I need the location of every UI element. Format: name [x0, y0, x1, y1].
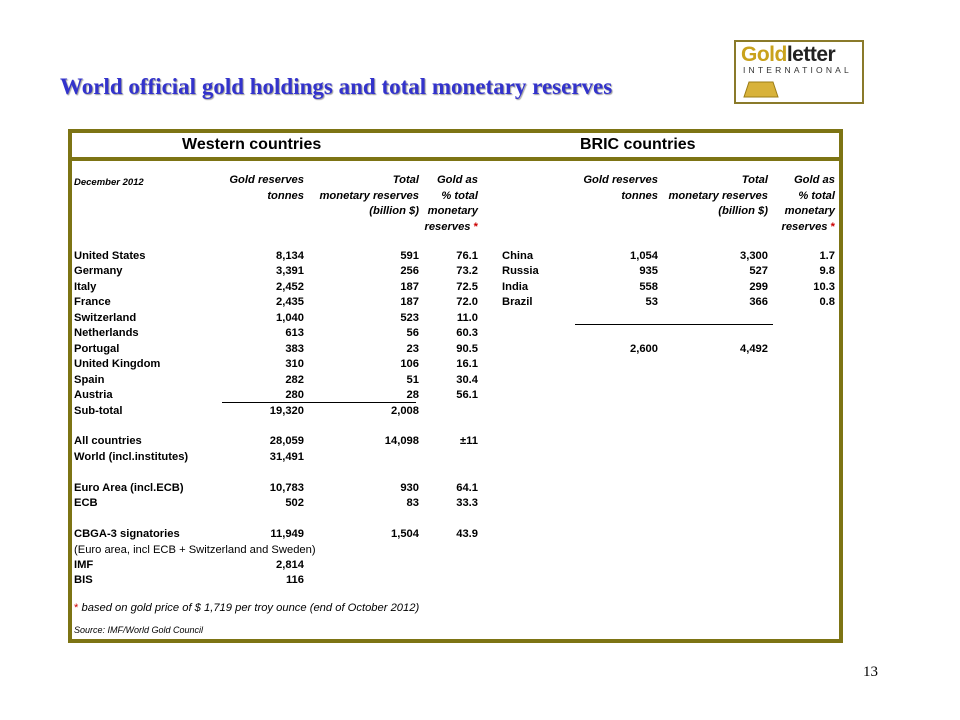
west-col-gold-header-line: tonnes — [267, 189, 304, 202]
west-row-gold: 613 — [285, 327, 304, 340]
west-row-name: All countries — [74, 435, 142, 448]
date-label: December 2012 — [74, 177, 144, 188]
west-row-total: 187 — [400, 296, 419, 309]
west-row-total: 2,008 — [391, 404, 419, 417]
bric-col-total-header-line: Total — [741, 174, 768, 186]
west-row-gold: 19,320 — [269, 404, 304, 417]
bric-row-gold: 935 — [639, 265, 658, 278]
header-rule — [72, 157, 839, 161]
west-row-name: World (incl.institutes) — [74, 450, 189, 463]
west-col-pct-header-line: Gold as — [436, 174, 478, 186]
west-row-gold: 2,452 — [276, 280, 304, 293]
west-row-pct: 43.9 — [456, 528, 478, 541]
west-row-gold: 8,134 — [276, 250, 304, 262]
bric-row-name: China — [502, 250, 534, 262]
western-countries-header: Western countries — [182, 136, 322, 153]
west-row-pct: 60.3 — [456, 327, 478, 340]
west-row-name: (Euro area, incl ECB + Switzerland and Sweden) — [74, 543, 316, 556]
logo-word-gold: Gold — [741, 43, 787, 66]
bric-row-pct: 10.3 — [813, 280, 835, 293]
west-row-gold: 10,783 — [269, 481, 304, 494]
west-col-total-header-line: monetary reserves — [319, 189, 419, 202]
west-row-total: 28 — [406, 389, 419, 402]
west-row-gold: 383 — [285, 342, 304, 355]
bric-col-total-header-line: monetary reserves — [668, 189, 768, 202]
west-row-pct: 73.2 — [456, 265, 478, 278]
west-row-gold: 28,059 — [269, 435, 304, 448]
west-row-name: Switzerland — [74, 311, 137, 324]
logo-word-letter: letter — [786, 43, 836, 66]
bric-col-pct-header-line: % total — [798, 189, 835, 202]
west-row-total: 83 — [406, 497, 419, 510]
west-row-pct: 64.1 — [456, 481, 478, 494]
west-row-gold: 31,491 — [269, 450, 304, 463]
west-row-gold: 310 — [285, 358, 304, 371]
west-col-total-header-line: (billion $) — [369, 205, 419, 217]
west-row-name: United States — [74, 250, 146, 262]
west-row-name: Germany — [74, 265, 123, 278]
west-row-gold: 3,391 — [276, 265, 304, 278]
west-col-total-header-line: Total — [392, 174, 419, 186]
west-row-gold: 282 — [285, 373, 304, 386]
west-row-pct: 11.0 — [456, 311, 478, 324]
west-row-total: 14,098 — [384, 435, 419, 448]
bric-row-pct: 0.8 — [819, 296, 835, 309]
bric-row-total: 299 — [749, 280, 768, 293]
west-row-gold: 11,949 — [270, 528, 304, 541]
asterisk-marker: * — [830, 220, 835, 233]
west-row-name: ECB — [74, 497, 98, 510]
west-row-pct: 76.1 — [456, 250, 478, 262]
bric-row-name: Russia — [502, 265, 539, 278]
subtotal-rule — [222, 402, 416, 403]
west-row-pct: 33.3 — [456, 497, 478, 510]
west-row-name: Netherlands — [74, 327, 139, 340]
bric-row-total: 3,300 — [740, 250, 768, 262]
page-number: 13 — [863, 664, 878, 680]
bric-total-total: 4,492 — [740, 342, 768, 355]
west-row-pct: 16.1 — [456, 358, 478, 371]
west-row-gold: 1,040 — [276, 311, 304, 324]
west-row-total: 56 — [406, 327, 419, 340]
west-col-pct-header-line: reserves * — [424, 220, 478, 233]
west-col-pct-header-line: monetary — [427, 205, 478, 217]
west-row-pct: 72.0 — [456, 296, 478, 309]
bric-col-pct-header-line: Gold as — [793, 174, 835, 186]
west-row-gold: 280 — [285, 389, 304, 402]
bric-col-total-header-line: (billion $) — [718, 205, 768, 217]
footnote — [74, 601, 419, 615]
bric-row-name: India — [502, 280, 529, 293]
bric-col-pct-header-line: reserves * — [781, 220, 835, 233]
west-row-gold: 116 — [285, 574, 304, 587]
west-row-name: United Kingdom — [74, 358, 161, 371]
west-row-total: 23 — [406, 342, 419, 355]
west-row-total: 1,504 — [391, 528, 419, 541]
bric-row-gold: 558 — [639, 280, 658, 293]
west-row-pct: 30.4 — [456, 373, 478, 386]
west-row-gold: 502 — [285, 497, 304, 510]
west-row-gold: 2,435 — [276, 296, 304, 309]
bric-row-name: Brazil — [502, 296, 533, 309]
goldletter-logo — [734, 40, 864, 104]
west-col-pct-header-line: % total — [441, 189, 478, 202]
bric-row-pct: 9.8 — [819, 265, 835, 278]
bric-col-gold-header-line: Gold reserves — [583, 174, 658, 186]
west-row-gold: 2,814 — [276, 559, 304, 571]
west-row-name: Euro Area (incl.ECB) — [74, 481, 184, 494]
west-col-gold-header-line: Gold reserves — [229, 174, 304, 186]
west-row-name: Portugal — [74, 342, 120, 355]
west-row-name: France — [74, 296, 111, 309]
west-row-name: Italy — [74, 280, 97, 293]
gold-bar-icon — [743, 80, 779, 98]
west-row-name: Austria — [74, 389, 113, 402]
west-row-pct: 90.5 — [456, 342, 478, 355]
west-row-total: 187 — [400, 280, 419, 293]
bric-row-total: 366 — [749, 296, 768, 309]
footnote-asterisk: * — [74, 602, 79, 614]
west-row-total: 930 — [400, 481, 419, 494]
bric-row-pct: 1.7 — [819, 250, 835, 262]
footnote-text: based on gold price of $ 1,719 per troy ounce (end of October 2012) — [81, 602, 420, 614]
logo-subtitle: INTERNATIONAL — [743, 65, 852, 75]
logo-wordmark — [741, 43, 835, 67]
bric-countries-header: BRIC countries — [580, 136, 696, 153]
reserves-table — [68, 129, 843, 643]
west-row-name: IMF — [74, 559, 94, 571]
west-row-name: Sub-total — [74, 404, 123, 417]
west-row-total: 256 — [400, 265, 419, 278]
west-row-name: Spain — [74, 373, 105, 386]
asterisk-marker: * — [473, 220, 478, 233]
bric-row-total: 527 — [749, 265, 768, 278]
source-note: Source: IMF/World Gold Council — [74, 625, 204, 635]
west-row-total: 106 — [400, 358, 419, 371]
west-row-pct: 72.5 — [456, 280, 478, 293]
west-row-total: 523 — [400, 311, 419, 324]
bric-col-pct-header-line: monetary — [784, 205, 835, 217]
bric-col-gold-header-line: tonnes — [621, 189, 658, 202]
slide-title: World official gold holdings and total monetary reserves — [60, 74, 613, 99]
bric-total-rule — [575, 324, 773, 325]
west-row-pct: ±11 — [460, 435, 478, 448]
bric-row-gold: 1,054 — [630, 250, 658, 262]
west-row-name: CBGA-3 signatories — [74, 528, 180, 541]
west-row-total: 51 — [406, 373, 419, 386]
west-row-pct: 56.1 — [456, 389, 478, 402]
bric-total-gold: 2,600 — [630, 342, 658, 355]
bric-row-gold: 53 — [645, 296, 658, 309]
west-row-name: BIS — [74, 574, 93, 587]
west-row-total: 591 — [400, 250, 419, 262]
